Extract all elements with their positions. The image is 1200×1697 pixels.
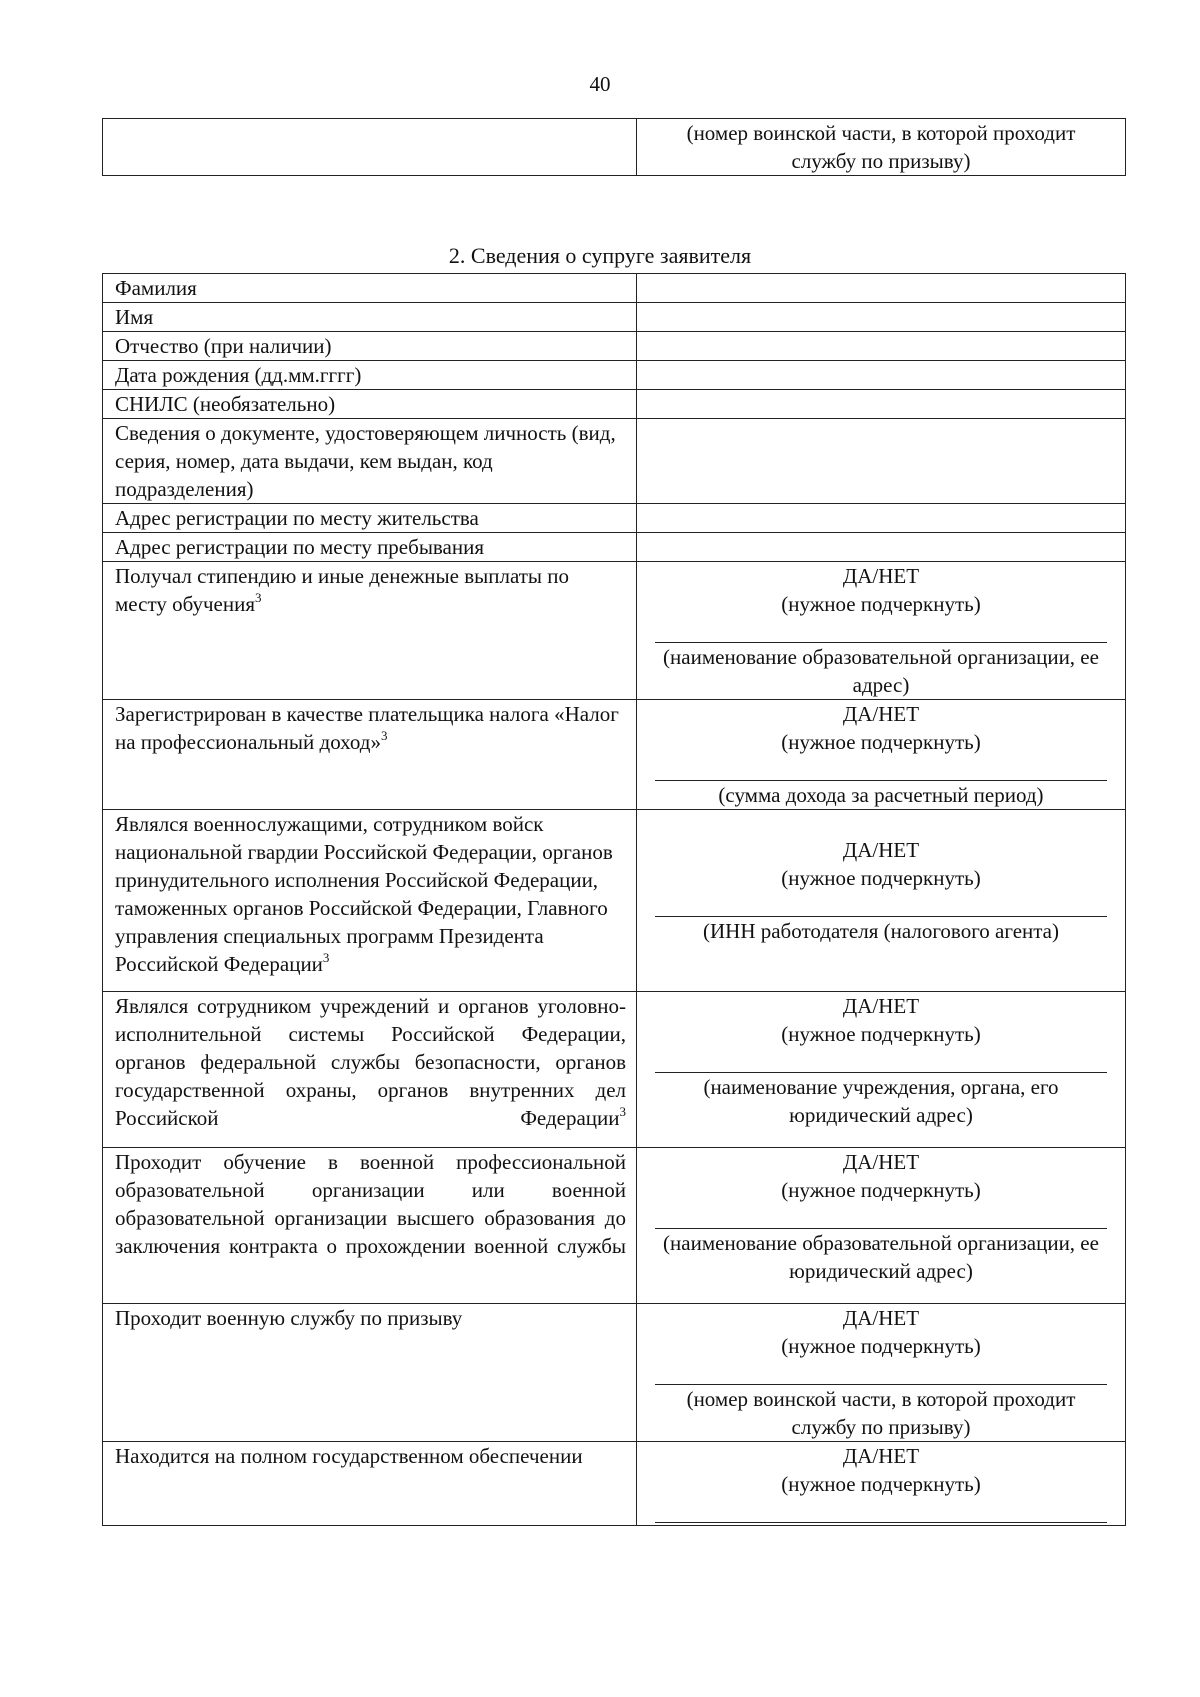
- birthdate-value-cell[interactable]: [637, 361, 1126, 390]
- underline-hint: (нужное подчеркнуть): [781, 1472, 981, 1496]
- row-label-name: Имя: [103, 303, 637, 332]
- table-row: [103, 332, 1126, 361]
- underline-hint: (нужное подчеркнуть): [781, 1022, 981, 1046]
- snils-value-cell[interactable]: [637, 390, 1126, 419]
- surname-value-cell[interactable]: [637, 274, 1126, 303]
- conscript-value-cell: [637, 1304, 1126, 1442]
- military-school-value-cell: [637, 1148, 1126, 1304]
- military-label-text: Являлся военнослужащими, сотрудником войск национальной гвардии Российской Федерации, органов принудительного исполнения Российской Федерации, таможенных органов Российской Федерации, Главного управления специальных программ Президента Российской Федерации: [115, 812, 613, 976]
- table-row: [103, 361, 1126, 390]
- table-row: [103, 504, 1126, 533]
- stipend-label-text: Получал стипендию и иные денежные выплаты по месту обучения: [115, 564, 569, 616]
- row-label-penal: [103, 992, 637, 1148]
- table-row: [103, 303, 1126, 332]
- table-row: [103, 419, 1126, 504]
- reg-stay-value-cell[interactable]: [637, 533, 1126, 562]
- row-label-stipend: [103, 562, 637, 700]
- table-row: [103, 390, 1126, 419]
- table-row: [103, 562, 1126, 700]
- yes-no-option[interactable]: ДА/НЕТ: [842, 838, 920, 862]
- yes-no-option[interactable]: ДА/НЕТ: [842, 1150, 920, 1174]
- penal-label-text: Являлся сотрудником учреждений и органов уголовно-исполнительной системы Российской Федерации, органов федеральной службы безопасности, органов государственной охраны, органов внутренних дел Российской Федерации: [115, 994, 626, 1130]
- top-table-empty-cell[interactable]: [103, 119, 637, 176]
- table-row: [103, 1442, 1126, 1526]
- self-employed-label-text: Зарегистрирован в качестве плательщика налога «Налог на профессиональный доход»: [115, 702, 619, 754]
- table-row: [103, 992, 1126, 1148]
- spouse-info-table: [102, 273, 1126, 1526]
- row-label-conscript: Проходит военную службу по призыву: [103, 1304, 637, 1442]
- table-row: [103, 274, 1126, 303]
- state-support-value-cell: [637, 1442, 1126, 1526]
- row-label-snils: СНИЛС (необязательно): [103, 390, 637, 419]
- military-caption: (ИНН работодателя (налогового агента): [703, 919, 1059, 943]
- underline-hint: (нужное подчеркнуть): [781, 1334, 981, 1358]
- table-row: [103, 533, 1126, 562]
- underline-hint: (нужное подчеркнуть): [781, 730, 981, 754]
- row-label-id-document: Сведения о документе, удостоверяющем личность (вид, серия, номер, дата выдачи, кем выдан, код подразделения): [103, 419, 637, 504]
- footnote-marker: 3: [322, 950, 330, 965]
- patronymic-value-cell[interactable]: [637, 332, 1126, 361]
- table-row: [103, 1148, 1126, 1304]
- footnote-marker: 3: [619, 1104, 626, 1119]
- name-value-cell[interactable]: [637, 303, 1126, 332]
- row-label-birthdate: Дата рождения (дд.мм.гггг): [103, 361, 637, 390]
- yes-no-option[interactable]: ДА/НЕТ: [842, 564, 920, 588]
- id-document-value-cell[interactable]: [637, 419, 1126, 504]
- yes-no-option[interactable]: ДА/НЕТ: [842, 1306, 920, 1330]
- underline-hint: (нужное подчеркнуть): [781, 1178, 981, 1202]
- penal-caption: (наименование учреждения, органа, его юридический адрес): [703, 1075, 1059, 1127]
- row-label-military-school: Проходит обучение в военной профессиональной образовательной организации или военной образовательной организации высшего образования до заключения контракта о прохождении военной службы: [103, 1148, 637, 1304]
- row-label-self-employed: [103, 700, 637, 810]
- top-table-caption-cell: [637, 119, 1126, 176]
- conscript-caption: (номер воинской части, в которой проходит службу по призыву): [686, 1387, 1076, 1439]
- stipend-caption: (наименование образовательной организации, ее адрес): [663, 645, 1099, 697]
- self-employed-caption: (сумма дохода за расчетный период): [718, 783, 1044, 807]
- penal-value-cell: [637, 992, 1126, 1148]
- row-label-state-support: Находится на полном государственном обеспечении: [103, 1442, 637, 1526]
- section-title: 2. Сведения о супруге заявителя: [448, 243, 752, 268]
- table-row: [103, 1304, 1126, 1442]
- stipend-value-cell: [637, 562, 1126, 700]
- conscript-unit-caption: (номер воинской части, в которой проходит службу по призыву): [686, 121, 1076, 173]
- row-label-military: [103, 810, 637, 992]
- footnote-marker: 3: [255, 590, 262, 605]
- footnote-marker: 3: [380, 728, 388, 743]
- yes-no-option[interactable]: ДА/НЕТ: [842, 1444, 920, 1468]
- self-employed-value-cell: [637, 700, 1126, 810]
- fill-line[interactable]: [655, 1522, 1107, 1523]
- military-school-caption: (наименование образовательной организации, ее юридический адрес): [663, 1231, 1099, 1283]
- military-value-cell: [637, 810, 1126, 992]
- table-row: [103, 810, 1126, 992]
- row-label-patronymic: Отчество (при наличии): [103, 332, 637, 361]
- top-table: [102, 118, 1126, 176]
- page-number: 40: [589, 72, 611, 96]
- table-row: [103, 700, 1126, 810]
- row-label-surname: Фамилия: [103, 274, 637, 303]
- reg-residence-value-cell[interactable]: [637, 504, 1126, 533]
- row-label-reg-residence: Адрес регистрации по месту жительства: [103, 504, 637, 533]
- row-label-reg-stay: Адрес регистрации по месту пребывания: [103, 533, 637, 562]
- underline-hint: (нужное подчеркнуть): [781, 866, 981, 890]
- yes-no-option[interactable]: ДА/НЕТ: [842, 702, 920, 726]
- yes-no-option[interactable]: ДА/НЕТ: [842, 994, 920, 1018]
- underline-hint: (нужное подчеркнуть): [781, 592, 981, 616]
